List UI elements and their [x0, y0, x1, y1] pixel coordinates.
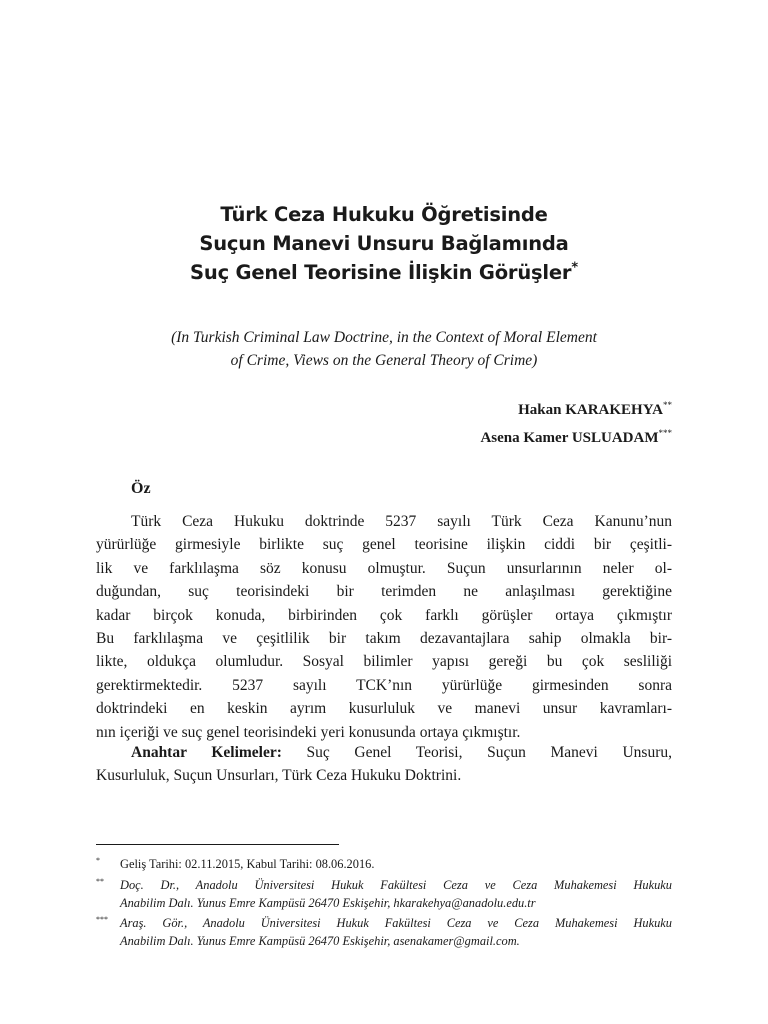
- abstract-line: Türk Ceza Hukuku doktrinde 5237 sayılı Türk Ceza Kanunu’nun: [131, 513, 672, 530]
- footnote-1-marker: *: [96, 856, 100, 865]
- title-footnote-marker: *: [571, 260, 578, 276]
- keywords: [96, 741, 672, 788]
- author-1-name: Hakan KARAKEHYA: [518, 402, 663, 418]
- title-line-1: Türk Ceza Hukuku Öğretisinde: [220, 203, 548, 226]
- english-title: [96, 326, 672, 372]
- footnote-2-text: [120, 876, 672, 912]
- abstract-line: kadar birçok konuda, birbirinden çok farklı görüşler ortaya çıkmıştır: [96, 606, 672, 624]
- abstract-line: likte, oldukça olumludur. Sosyal bilimler yapısı gereği bu çok sesliliği: [96, 653, 672, 671]
- english-title-line-2: of Crime, Views on the General Theory of Crime): [230, 352, 538, 369]
- english-title-line-1: (In Turkish Criminal Law Doctrine, in the Context of Moral Element: [171, 329, 597, 346]
- title-line-3-text: Suç Genel Teorisine İlişkin Görüşler: [190, 261, 572, 284]
- keywords-label: Anahtar Kelimeler:: [131, 744, 282, 761]
- footnote-line: Anabilim Dalı. Yunus Emre Kampüsü 26470 Eskişehir, asenakamer@gmail.com.: [120, 934, 520, 948]
- footnote-1-text: [120, 855, 672, 873]
- author-1-marker: **: [663, 400, 672, 410]
- author-2-marker: ***: [658, 428, 672, 438]
- abstract-line: gerektirmektedir. 5237 sayılı TCK’nın yürürlüğe girmesinden sonra: [96, 676, 672, 694]
- footnote-3-marker: ***: [96, 915, 108, 924]
- footnote-line: Araş. Gör., Anadolu Üniversitesi Hukuk Fakültesi Ceza ve Ceza Muhakemesi Hukuku: [120, 916, 672, 930]
- footnote-separator: [96, 844, 339, 845]
- footnote-3-text: [120, 914, 672, 950]
- keywords-line-1: [96, 741, 672, 764]
- footnote-line: Anabilim Dalı. Yunus Emre Kampüsü 26470 Eskişehir, hkarakehya@anadolu.edu.tr: [120, 896, 536, 910]
- keywords-list-1: Suç Genel Teorisi, Suçun Manevi Unsuru,: [306, 744, 673, 761]
- footnote-line: Geliş Tarihi: 02.11.2015, Kabul Tarihi: 08.06.2016.: [120, 857, 375, 871]
- abstract-line: lik ve farklılaşma söz konusu olmuştur. Suçun unsurlarının neler ol-: [96, 559, 672, 577]
- footnote-3: [96, 914, 672, 950]
- abstract-body: [96, 510, 672, 744]
- title-line-3: [96, 258, 672, 287]
- abstract-line: nın içeriği ve suç genel teorisindeki yeri konusunda ortaya çıkmıştır.: [96, 723, 521, 741]
- abstract-line: duğundan, suç teorisindeki bir terimden ne anlaşılması gerektiğine: [96, 583, 672, 601]
- footnote-2-marker: **: [96, 877, 104, 886]
- abstract-line: Bu farklılaşma ve çeşitlilik bir takım dezavantajlara sahip olmakla bir-: [96, 629, 672, 647]
- footnote-2: [96, 876, 672, 912]
- author-2: [480, 428, 672, 447]
- keywords-line-2: Kusurluluk, Suçun Unsurları, Türk Ceza Hukuku Doktrini.: [96, 767, 462, 785]
- article-title: [96, 200, 672, 287]
- abstract-line: yürürlüğe girmesiyle birlikte suç genel teorisine ilişkin ciddi bir çeşitli-: [96, 536, 672, 554]
- abstract-line: doktrindeki en keskin ayrım kusurluluk ve manevi unsur kavramları-: [96, 700, 672, 718]
- author-2-name: Asena Kamer USLUADAM: [480, 430, 659, 446]
- abstract-heading: Öz: [131, 480, 151, 497]
- footnote-line: Doç. Dr., Anadolu Üniversitesi Hukuk Fakültesi Ceza ve Ceza Muhakemesi Hukuku: [120, 878, 672, 892]
- title-line-2: Suçun Manevi Unsuru Bağlamında: [199, 232, 569, 255]
- author-1: [518, 400, 672, 419]
- footnote-1: [96, 855, 672, 873]
